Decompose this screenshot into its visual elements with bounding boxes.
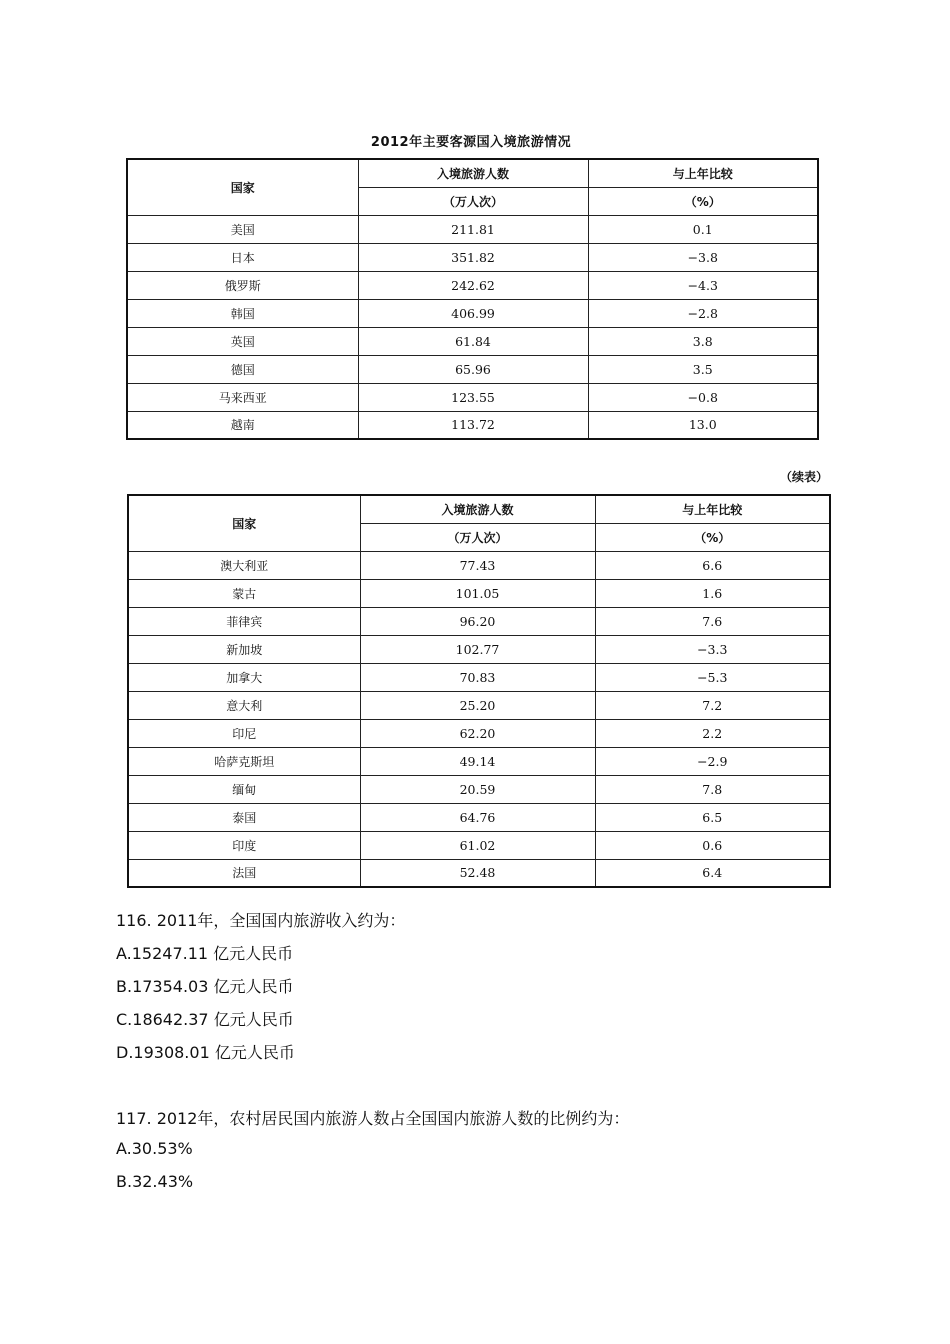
question-116-option-a: A.15247.11 亿元人民币 bbox=[116, 944, 294, 963]
question-117-option-b: B.32.43% bbox=[116, 1172, 194, 1191]
question-116-option-c: C.18642.37 亿元人民币 bbox=[116, 1010, 294, 1029]
table-row bbox=[127, 299, 818, 327]
cell-change: 6.4 bbox=[595, 859, 830, 887]
table-row bbox=[128, 579, 830, 607]
cell-change: 7.2 bbox=[595, 691, 830, 719]
cell-country: 美国 bbox=[127, 215, 358, 243]
cell-arrivals: 65.96 bbox=[358, 355, 588, 383]
table-row bbox=[127, 327, 818, 355]
cell-change: 0.6 bbox=[595, 831, 830, 859]
cell-country: 缅甸 bbox=[128, 775, 360, 803]
cell-change: −5.3 bbox=[595, 663, 830, 691]
cell-change: 6.5 bbox=[595, 803, 830, 831]
cell-arrivals: 25.20 bbox=[360, 691, 595, 719]
cell-country: 哈萨克斯坦 bbox=[128, 747, 360, 775]
cell-country: 俄罗斯 bbox=[127, 271, 358, 299]
cell-country: 印尼 bbox=[128, 719, 360, 747]
cell-arrivals: 52.48 bbox=[360, 859, 595, 887]
table-row bbox=[127, 243, 818, 271]
cell-country: 韩国 bbox=[127, 299, 358, 327]
table-row bbox=[128, 859, 830, 887]
table-row bbox=[127, 271, 818, 299]
question-116-option-d: D.19308.01 亿元人民币 bbox=[116, 1043, 295, 1062]
cell-change: −2.9 bbox=[595, 747, 830, 775]
cell-country: 蒙古 bbox=[128, 579, 360, 607]
header-country: 国家 bbox=[127, 159, 358, 215]
table-row bbox=[128, 635, 830, 663]
cell-arrivals: 62.20 bbox=[360, 719, 595, 747]
cell-arrivals: 77.43 bbox=[360, 551, 595, 579]
cell-country: 意大利 bbox=[128, 691, 360, 719]
cell-arrivals: 61.84 bbox=[358, 327, 588, 355]
header-arrivals: 入境旅游人数 bbox=[358, 159, 588, 187]
cell-change: 6.6 bbox=[595, 551, 830, 579]
cell-arrivals: 101.05 bbox=[360, 579, 595, 607]
table-row bbox=[128, 607, 830, 635]
cell-country: 泰国 bbox=[128, 803, 360, 831]
cell-country: 马来西亚 bbox=[127, 383, 358, 411]
table-row bbox=[127, 215, 818, 243]
cell-change: −0.8 bbox=[588, 383, 818, 411]
cell-country: 德国 bbox=[127, 355, 358, 383]
cell-arrivals: 242.62 bbox=[358, 271, 588, 299]
cell-arrivals: 70.83 bbox=[360, 663, 595, 691]
header-arrivals: 入境旅游人数 bbox=[360, 495, 595, 523]
cell-arrivals: 49.14 bbox=[360, 747, 595, 775]
cell-country: 越南 bbox=[127, 411, 358, 439]
cell-country: 法国 bbox=[128, 859, 360, 887]
cell-change: 7.6 bbox=[595, 607, 830, 635]
table-row bbox=[128, 747, 830, 775]
header-change-unit: （%） bbox=[588, 187, 818, 215]
cell-change: 3.8 bbox=[588, 327, 818, 355]
cell-arrivals: 61.02 bbox=[360, 831, 595, 859]
cell-change: −4.3 bbox=[588, 271, 818, 299]
cell-change: −3.3 bbox=[595, 635, 830, 663]
cell-country: 菲律宾 bbox=[128, 607, 360, 635]
question-117-stem: 117. 2012年，农村居民国内旅游人数占全国国内旅游人数的比例约为： bbox=[116, 1109, 630, 1128]
table-row bbox=[127, 355, 818, 383]
cell-change: 7.8 bbox=[595, 775, 830, 803]
table-row bbox=[127, 411, 818, 439]
cell-change: −2.8 bbox=[588, 299, 818, 327]
table-row bbox=[128, 551, 830, 579]
header-country: 国家 bbox=[128, 495, 360, 551]
cell-change: 13.0 bbox=[588, 411, 818, 439]
header-change: 与上年比较 bbox=[595, 495, 830, 523]
cell-arrivals: 96.20 bbox=[360, 607, 595, 635]
cell-arrivals: 351.82 bbox=[358, 243, 588, 271]
cell-arrivals: 102.77 bbox=[360, 635, 595, 663]
table-row bbox=[128, 719, 830, 747]
cell-country: 澳大利亚 bbox=[128, 551, 360, 579]
cell-change: 0.1 bbox=[588, 215, 818, 243]
cell-change: −3.8 bbox=[588, 243, 818, 271]
cell-arrivals: 406.99 bbox=[358, 299, 588, 327]
cell-country: 英国 bbox=[127, 327, 358, 355]
question-117-option-a: A.30.53% bbox=[116, 1139, 193, 1158]
table-row bbox=[128, 775, 830, 803]
cell-country: 加拿大 bbox=[128, 663, 360, 691]
cell-change: 3.5 bbox=[588, 355, 818, 383]
table-title: 2012年主要客源国入境旅游情况 bbox=[370, 135, 572, 150]
inbound-tourism-table bbox=[126, 158, 819, 440]
header-change: 与上年比较 bbox=[588, 159, 818, 187]
cell-change: 2.2 bbox=[595, 719, 830, 747]
header-arrivals-unit: （万人次） bbox=[360, 523, 595, 551]
header-change-unit: （%） bbox=[595, 523, 830, 551]
cell-change: 1.6 bbox=[595, 579, 830, 607]
question-116-stem: 116. 2011年，全国国内旅游收入约为： bbox=[116, 911, 406, 930]
cell-country: 印度 bbox=[128, 831, 360, 859]
cell-arrivals: 64.76 bbox=[360, 803, 595, 831]
cell-arrivals: 20.59 bbox=[360, 775, 595, 803]
table-row bbox=[128, 691, 830, 719]
table-row bbox=[127, 383, 818, 411]
cell-country: 日本 bbox=[127, 243, 358, 271]
table-row bbox=[128, 831, 830, 859]
inbound-tourism-table-continued bbox=[127, 494, 831, 888]
continued-label: （续表） bbox=[779, 470, 828, 484]
header-arrivals-unit: （万人次） bbox=[358, 187, 588, 215]
cell-arrivals: 211.81 bbox=[358, 215, 588, 243]
table-row bbox=[128, 663, 830, 691]
cell-arrivals: 113.72 bbox=[358, 411, 588, 439]
question-116-option-b: B.17354.03 亿元人民币 bbox=[116, 977, 294, 996]
table-row bbox=[128, 803, 830, 831]
cell-country: 新加坡 bbox=[128, 635, 360, 663]
cell-arrivals: 123.55 bbox=[358, 383, 588, 411]
